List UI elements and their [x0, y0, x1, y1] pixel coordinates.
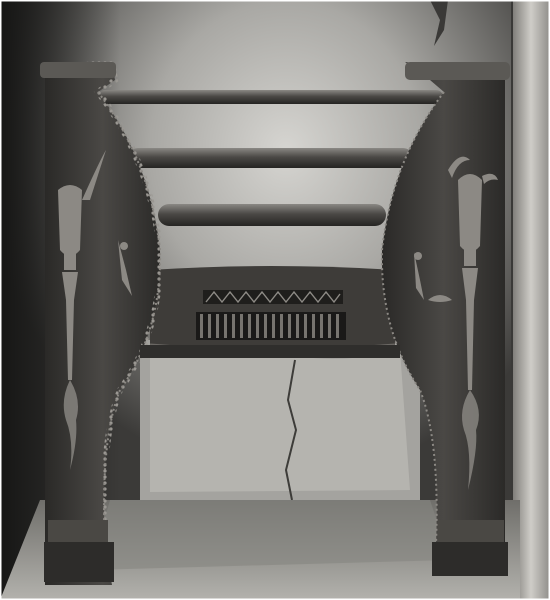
grate-bar-3 — [158, 204, 386, 226]
grate-bar-1 — [98, 90, 443, 104]
front-fret — [150, 266, 395, 350]
left-cheek-top — [40, 62, 116, 78]
right-cheek-top — [405, 62, 510, 80]
grate-bar-2 — [128, 148, 413, 168]
base-rail — [140, 345, 400, 358]
